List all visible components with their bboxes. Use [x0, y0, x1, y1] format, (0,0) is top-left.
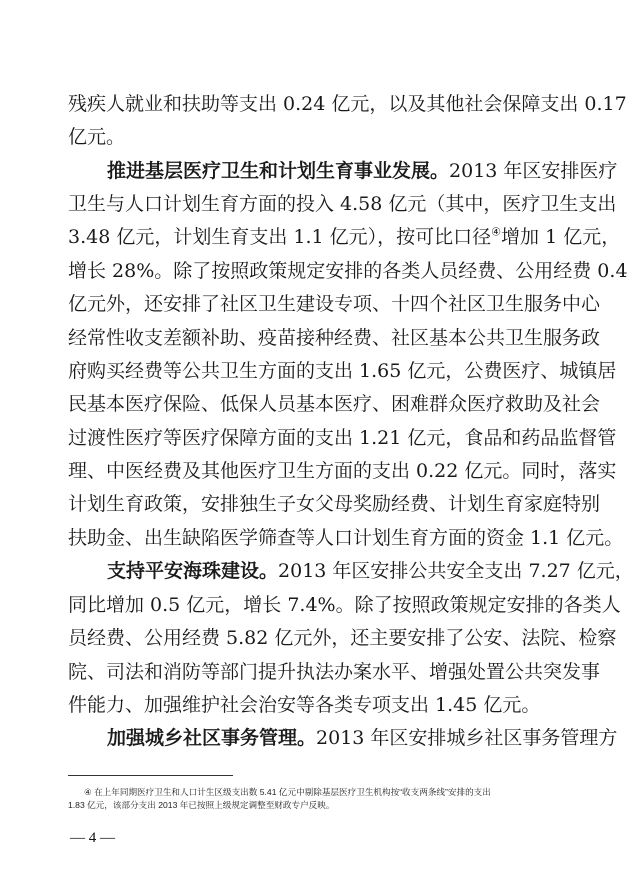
paragraph-health-start	[107, 160, 618, 182]
body-line-5	[68, 225, 621, 248]
body-line-2: 亿元。	[68, 126, 126, 148]
body-line-10: 民基本医疗保险、低保人员基本医疗、困难群众医疗救助及社会	[68, 393, 601, 415]
body-line-9: 府购买经费等公共卫生方面的支出 1.65 亿元，公费医疗、城镇居	[68, 360, 617, 382]
page-number: — 4 —	[70, 830, 115, 846]
heading-community: 加强城乡社区事务管理。	[107, 727, 317, 749]
body-line-3: 2013 年区安排医疗	[449, 160, 618, 182]
body-line-8: 经常性收支差额补助、疫苗接种经费、社区基本公共卫生服务政	[68, 327, 601, 349]
body-line-12: 理、中医经费及其他医疗卫生方面的支出 0.22 亿元。同时，落实	[68, 460, 617, 482]
paragraph-security-start	[107, 560, 634, 582]
body-line-15: 2013 年区安排公共安全支出 7.27 亿元，	[278, 560, 634, 582]
body-line-5-tail: 增加 1 亿元，	[501, 226, 621, 248]
body-line-17: 员经费、公用经费 5.82 亿元外，还主要安排了公安、法院、检察	[68, 627, 617, 649]
heading-security: 支持平安海珠建设。	[107, 560, 279, 582]
body-line-14: 扶助金、出生缺陷医学筛查等人口计划生育方面的资金 1.1 亿元。	[68, 527, 624, 549]
body-line-4: 卫生与人口计划生育方面的投入 4.58 亿元（其中，医疗卫生支出	[68, 193, 617, 215]
body-line-19: 件能力、加强维护社会治安等各类专项支出 1.45 亿元。	[68, 694, 541, 716]
footnote-line-1: ④ 在上年同期医疗卫生和人口计生区级支出数 5.41 亿元中剔除基层医疗卫生机构按“收支两条线”安排的支出	[84, 787, 491, 797]
heading-health: 推进基层医疗卫生和计划生育事业发展。	[107, 160, 450, 182]
footnote-marker: ④	[491, 225, 502, 239]
body-line-6: 增长 28%。除了按照政策规定安排的各类人员经费、公用经费 0.4	[68, 260, 628, 282]
body-line-5-text: 3.48 亿元，计划生育支出 1.1 亿元），按可比口径	[68, 226, 492, 248]
body-line-16: 同比增加 0.5 亿元，增长 7.4%。除了按照政策规定安排的各类人	[68, 594, 621, 616]
body-line-13: 计划生育政策，安排独生子女父母奖励经费、计划生育家庭特别	[68, 493, 601, 515]
footnote-line-2: 1.83 亿元，该部分支出 2013 年已按照上级规定调整至财政专户反映。	[68, 800, 335, 810]
body-line-18: 院、司法和消防等部门提升执法办案水平、增强处置公共突发事	[68, 661, 601, 683]
body-line-11: 过渡性医疗等医疗保障方面的支出 1.21 亿元，食品和药品监督管	[68, 427, 617, 449]
body-line-1: 残疾人就业和扶助等支出 0.24 亿元，以及其他社会保障支出 0.17	[68, 93, 627, 115]
paragraph-community-start	[107, 727, 618, 749]
body-line-20: 2013 年区安排城乡社区事务管理方	[316, 727, 618, 749]
body-line-7: 亿元外，还安排了社区卫生建设专项、十四个社区卫生服务中心	[68, 293, 601, 315]
footnote-divider	[68, 775, 233, 776]
